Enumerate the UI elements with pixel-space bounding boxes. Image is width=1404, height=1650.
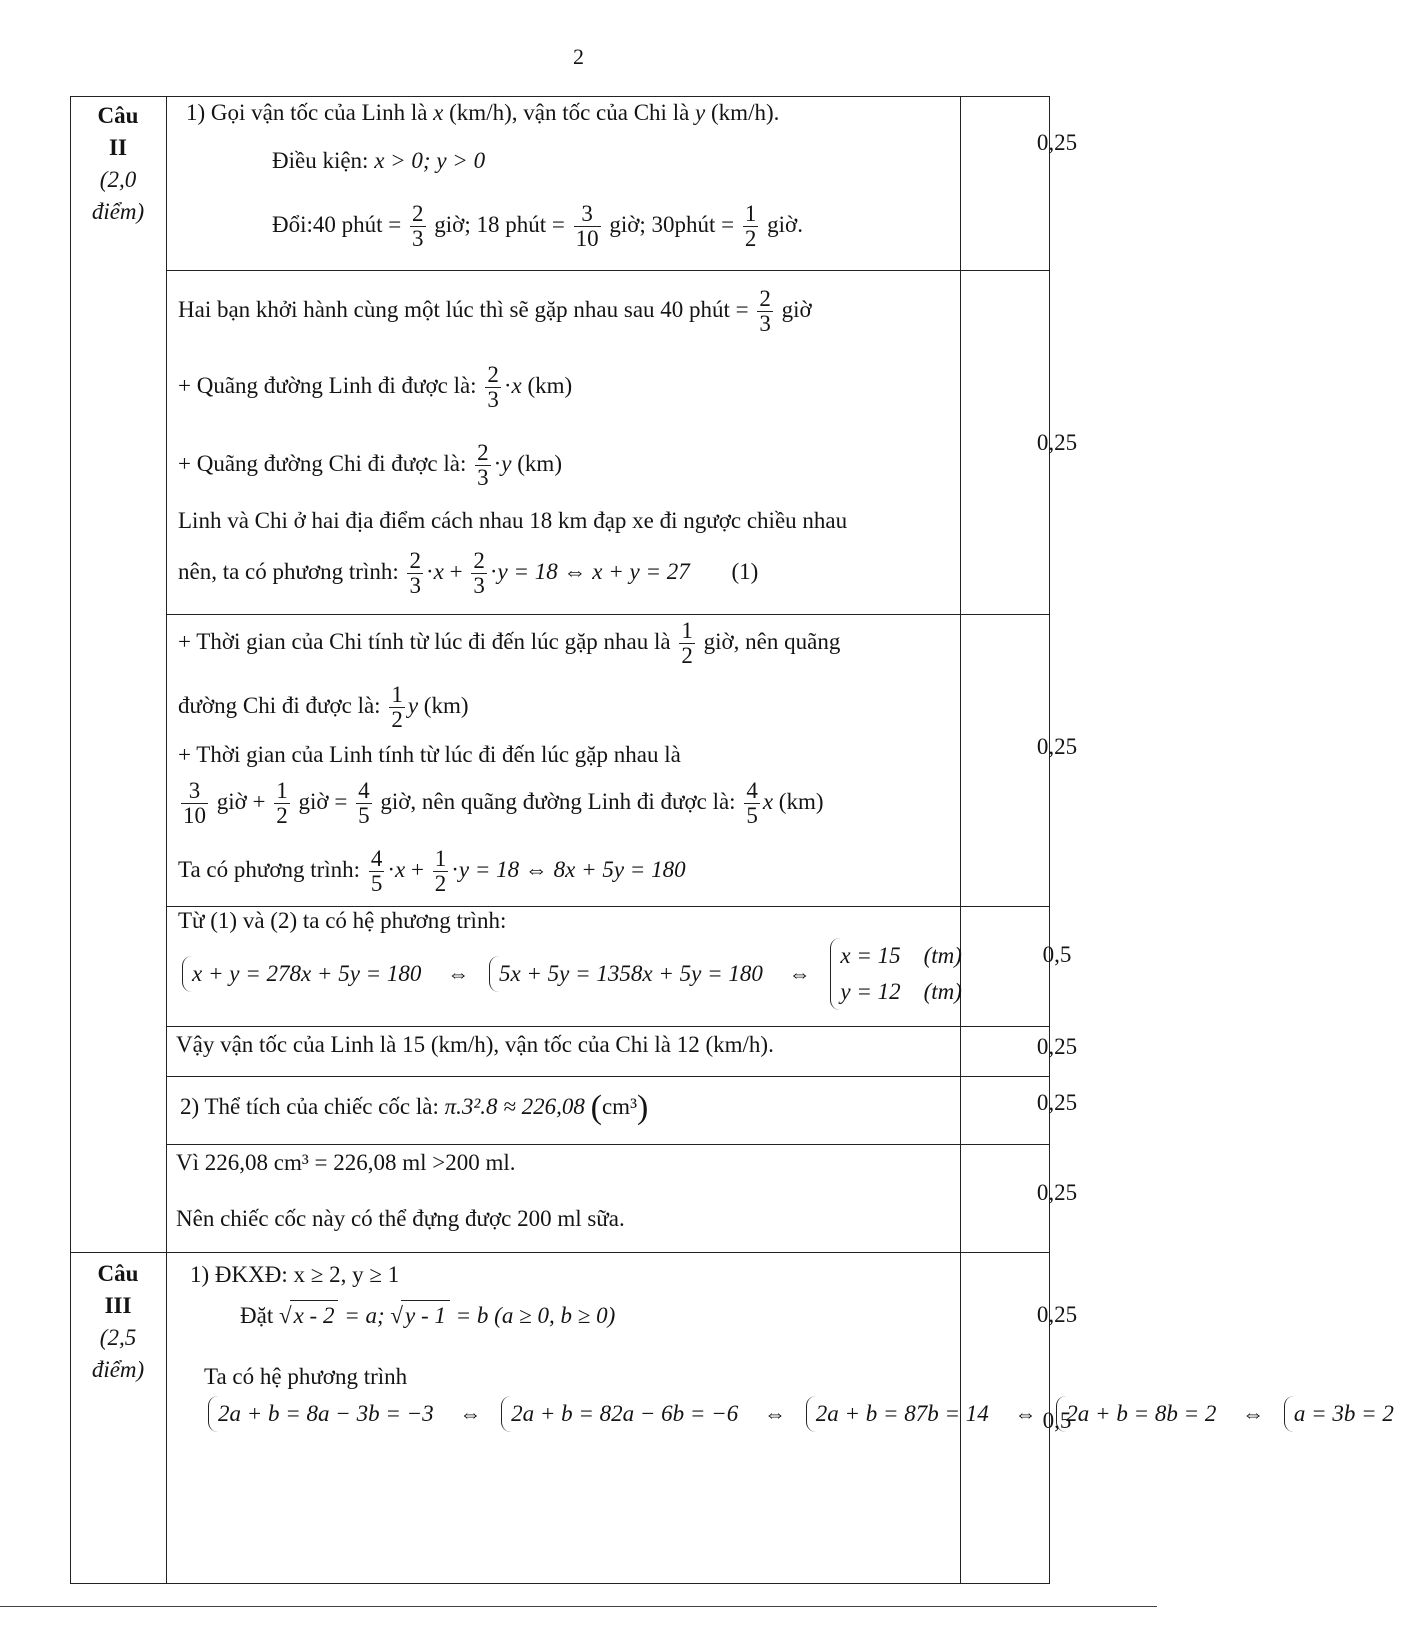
q2-row1-line1: 1) Gọi vận tốc của Linh là x (km/h), vận tốc của Chi là y (km/h).: [186, 100, 780, 125]
q2-row4-score: 0,5: [1042, 942, 1072, 967]
q2-row2-chi-distance: + Quãng đường Chi đi được là: $\frac{2}{3}$ ·y (km): [178, 440, 562, 491]
q2-row7-line2: Nên chiếc cốc này có thể đựng được 200 ml sữa.: [176, 1206, 625, 1231]
q2-row1-score: 0,25: [1036, 130, 1078, 155]
q2-row2-line4: Linh và Chi ở hai địa điểm cách nhau 18 km đạp xe đi ngược chiều nhau: [178, 508, 848, 533]
q2-row3-time-sum: $\frac{3}{10}$ giờ + $\frac{1}{2}$ giờ = $\frac{4}{5}$ giờ, nên quãng đường Linh đi được là: $\frac{4}{5}$ x (km): [183, 778, 824, 829]
q2-row6-score: 0,25: [1036, 1090, 1078, 1115]
q2-row4-system: x + y = 278x + 5y = 180 ⇔ 5x + 5y = 1358x + 5y = 180 ⇔ x = 15 (tm) y = 12 (tm): [178, 938, 972, 1010]
q2-row2-equation1: nên, ta có phương trình: $\frac{2}{3}$ ·x + $\frac{2}{3}$ ·y = 18 ⇔ x + y = 27 (1): [178, 548, 759, 599]
q2-row3-line3: + Thời gian của Linh tính từ lúc đi đến lúc gặp nhau là: [178, 742, 681, 767]
q2-row7-line1: Vì 226,08 cm³ = 226,08 ml >200 ml.: [176, 1150, 516, 1175]
question-label-ii: Câu II (2,0 điểm): [91, 103, 145, 224]
q2-row5-score: 0,25: [1036, 1034, 1078, 1059]
q2-row3-score: 0,25: [1036, 734, 1078, 759]
q2-row3-line1: + Thời gian của Chi tính từ lúc đi đến lúc gặp nhau là $\frac{1}{2}$ giờ, nên quãng: [178, 618, 841, 669]
row-divider: [166, 1144, 1050, 1145]
column-divider-label: [166, 96, 167, 1584]
page-number: 2: [573, 44, 584, 69]
row-divider: [166, 1026, 1050, 1027]
q2-row7-score: 0,25: [1036, 1180, 1078, 1205]
q3-row2-system: 2a + b = 8a − 3b = −3 ⇔ 2a + b = 82a − 6b = −6 ⇔ 2a + b = 87b = 14 ⇔ 2a + b = 8b = 2 ⇔ a = 3b = 2: [204, 1396, 1404, 1432]
q2-row2-score: 0,25: [1036, 430, 1078, 455]
q3-row2-score: 0,5: [1042, 1408, 1072, 1433]
q2-row3-equation2: Ta có phương trình: $\frac{4}{5}$ ·x + $\frac{1}{2}$ ·y = 18 ⇔ 8x + 5y = 180: [178, 846, 686, 897]
q2-row6-volume: 2) Thể tích của chiếc cốc là: π.3².8 ≈ 226,08 (cm³): [180, 1089, 649, 1126]
q3-row1-score: 0,25: [1036, 1302, 1078, 1327]
q3-row1-domain: 1) ĐKXĐ: x ≥ 2, y ≥ 1: [190, 1262, 400, 1287]
page-footer-rule: [0, 1606, 1157, 1607]
row-divider: [166, 1076, 1050, 1077]
question-label-iii: Câu III (2,5 điểm): [91, 1261, 145, 1382]
q2-row5-conclusion: Vậy vận tốc của Linh là 15 (km/h), vận tốc của Chi là 12 (km/h).: [176, 1032, 774, 1057]
q2-row2-linh-distance: + Quãng đường Linh đi được là: $\frac{2}{3}$ ·x (km): [178, 362, 573, 413]
q2-row1-conversion: Đổi:40 phút = $\frac{2}{3}$ giờ; 18 phút = $\frac{3}{10}$ giờ; 30phút = $\frac{1}{2}$ giờ.: [272, 201, 803, 252]
q2-row3-chi-distance: đường Chi đi được là: $\frac{1}{2}$ y (km): [178, 682, 469, 733]
q3-row2-line1: Ta có hệ phương trình: [204, 1364, 408, 1389]
question-divider: [70, 1252, 1050, 1253]
q2-row2-line1: Hai bạn khởi hành cùng một lúc thì sẽ gặp nhau sau 40 phút = $\frac{2}{3}$ giờ: [178, 286, 812, 337]
column-divider-score: [960, 96, 961, 1584]
row-divider: [166, 270, 1050, 271]
q2-row4-line1: Từ (1) và (2) ta có hệ phương trình:: [178, 908, 507, 933]
q2-row1-conditions: Điều kiện: x > 0; y > 0: [272, 148, 486, 173]
q3-row1-substitution: Đặt √x - 2 = a; √y - 1 = b (a ≥ 0, b ≥ 0): [240, 1300, 615, 1331]
